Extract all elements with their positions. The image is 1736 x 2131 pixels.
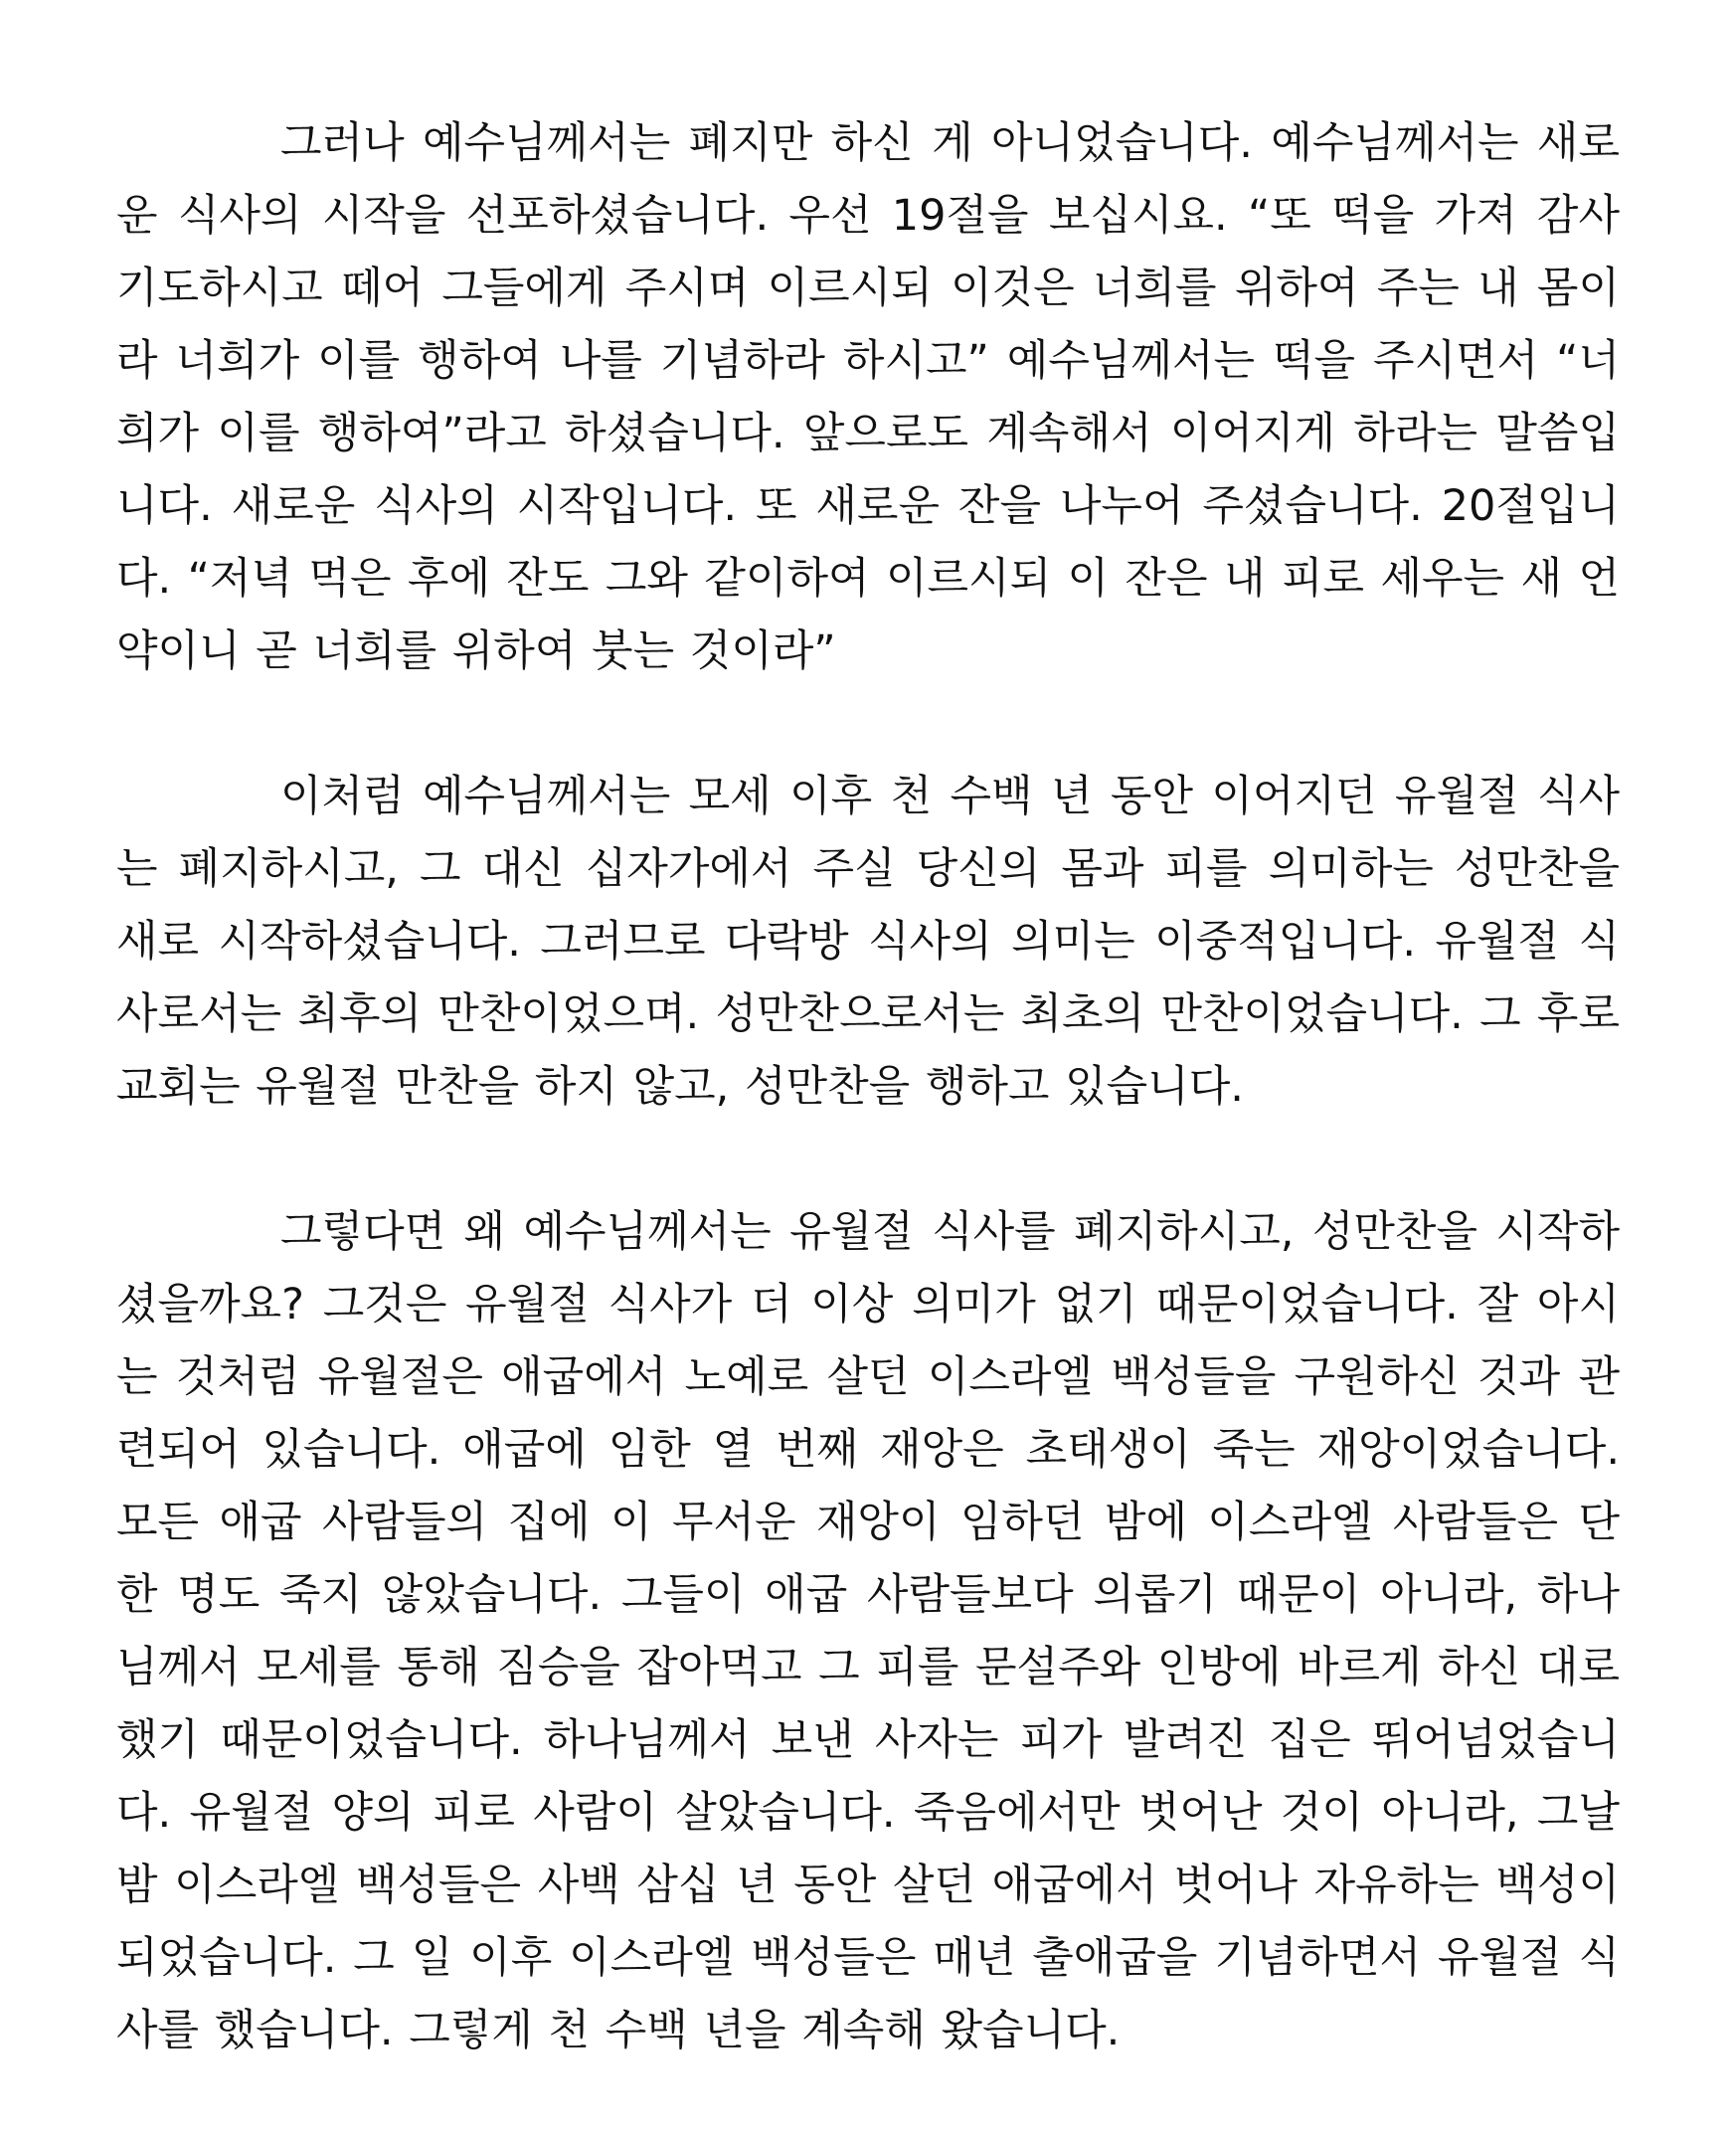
paragraph-2: 이처럼 예수님께서는 모세 이후 천 수백 년 동안 이어지던 유월절 식사는 폐지하시고, 그 대신 십자가에서 주실 당신의 몸과 피를 의미하는 성만찬을 새로 시작하셨습니다. 그러므로 다락방 식사의 의미는 이중적입니다. 유월절 식사로서는 최후의 만찬이었으며. 성만찬으로서는 최초의 만찬이었습니다. 그 후로 교회는 유월절 만찬을 하지 않고, 성만찬을 행하고 있습니다. bbox=[116, 772, 1620, 1112]
paragraph-3: 그렇다면 왜 예수님께서는 유월절 식사를 폐지하시고, 성만찬을 시작하셨을까요? 그것은 유월절 식사가 더 이상 의미가 없기 때문이었습니다. 잘 아시는 것처럼 유월절은 애굽에서 노예로 살던 이스라엘 백성들을 구원하신 것과 관련되어 있습니다. 애굽에 임한 열 번째 재앙은 초태생이 죽는 재앙이었습니다. 모든 애굽 사람들의 집에 이 무서운 재앙이 임하던 밤에 이스라엘 사람들은 단 한 명도 죽지 않았습니다. 그들이 애굽 사람들보다 의롭기 때문이 아니라, 하나님께서 모세를 통해 짐승을 잡아먹고 그 피를 문설주와 인방에 바르게 하신 대로 했기 때문이었습니다. 하나님께서 보낸 사자는 피가 발려진 집은 뛰어넘었습니다. 유월절 양의 피로 사람이 살았습니다. 죽음에서만 벗어난 것이 아니라, 그날 밤 이스라엘 백성들은 사백 삼십 년 동안 살던 애굽에서 벗어나 자유하는 백성이 되었습니다. 그 일 이후 이스라엘 백성들은 매년 출애굽을 기념하면서 유월절 식사를 했습니다. 그렇게 천 수백 년을 계속해 왔습니다. bbox=[116, 1207, 1620, 2055]
paragraph-1: 그러나 예수님께서는 폐지만 하신 게 아니었습니다. 예수님께서는 새로운 식사의 시작을 선포하셨습니다. 우선 19절을 보십시요. “또 떡을 가져 감사 기도하시고 떼어 그들에게 주시며 이르시되 이것은 너희를 위하여 주는 내 몸이라 너희가 이를 행하여 나를 기념하라 하시고” 예수님께서는 떡을 주시면서 “너희가 이를 행하여”라고 하셨습니다. 앞으로도 계속해서 이어지게 하라는 말씀입니다. 새로운 식사의 시작입니다. 또 새로운 잔을 나누어 주셨습니다. 20절입니다. “저녁 먹은 후에 잔도 그와 같이하여 이르시되 이 잔은 내 피로 세우는 새 언약이니 곧 너희를 위하여 붓는 것이라” bbox=[116, 118, 1620, 676]
